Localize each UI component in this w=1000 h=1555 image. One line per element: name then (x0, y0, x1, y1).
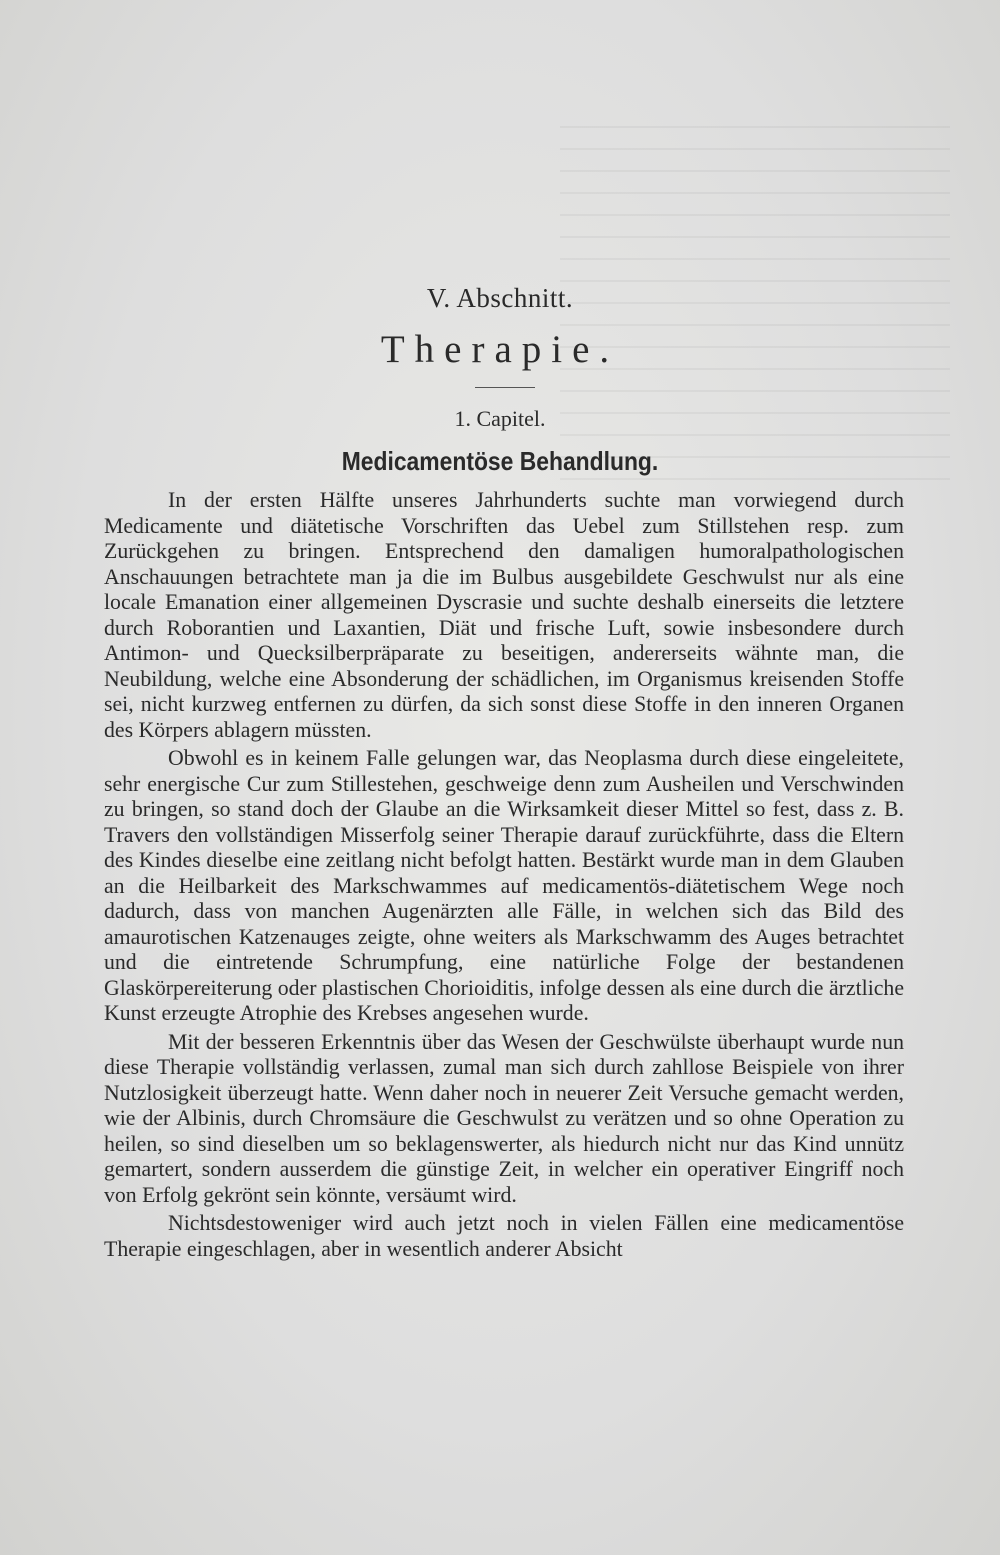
chapter-heading: 1. Capitel. (454, 406, 546, 431)
paragraph: Obwohl es in keinem Falle gelungen war, das Neoplasma durch diese eingeleitete, sehr energische Cur zum Stillestehen, geschweige denn zum Ausheilen und Verschwinden zu bringen, so stand doch der Glaube an die Wirksamkeit dieser Mittel so fest, dass z. B. Travers den vollständigen Misserfolg seiner Therapie darauf zurückführte, dass die Eltern des Kindes dieselbe eine zeitlang nicht befolgt hatten. Bestärkt wurde man in dem Glauben an die Heilbarkeit des Markschwammes auf medicamentös-diätetischem Wege noch dadurch, dass von manchen Augenärzten alle Fälle, in welchen sich das Bild des amaurotischen Katzenauges zeigte, ohne weiters als Markschwamm des Auges betrachtet und die eintretende Schrumpfung, eine natürliche Folge der bestandenen Glaskörpereiterung oder plastischen Chorioiditis, infolge dessen als eine durch die ärztliche Kunst erzeugte Atrophie des Krebses angesehen wurde. (104, 746, 904, 1025)
page-title: Therapie. (380, 328, 620, 371)
chapter-title: Medicamentöse Behandlung. (341, 446, 659, 476)
title-divider (475, 387, 535, 388)
paragraph: In der ersten Hälfte unseres Jahrhunderts suchte man vorwiegend durch Medicamente und diätetische Vorschriften das Uebel zum Stillstehen resp. zum Zurückgehen zu bringen. Entsprechend den damaligen humoralpathologischen Anschauungen betrachtete man ja die im Bulbus ausgebildete Geschwulst nur als eine locale Emanation einer allgemeinen Dyscrasie und suchte deshalb einerseits die letztere durch Roborantien und Laxantien, Diät und frische Luft, sowie insbesondere durch Antimon- und Quecksilberpräparate zu beseitigen, andererseits wähnte man, die Neubildung, welche eine Absonderung der schädlichen, im Organismus kreisenden Stoffe sei, nicht kurzweg entfernen zu dürfen, da sich sonst diese Stoffe in den inneren Organen des Körpers ablagern müssten. (104, 488, 904, 742)
paragraph: Mit der besseren Erkenntnis über das Wesen der Geschwülste überhaupt wurde nun diese Therapie vollständig verlassen, zumal man sich durch zahllose Beispiele von ihrer Nutzlosigkeit überzeugt hatte. Wenn daher noch in neuerer Zeit Versuche gemacht werden, wie der Albinis, durch Chromsäure die Geschwulst zu verätzen und so ohne Operation zu heilen, so sind dieselben um so beklagenswerter, als hiedurch nicht nur das Kind unnütz gemartert, sondern ausserdem die günstige Zeit, in welcher ein operativer Eingriff noch von Erfolg gekrönt sein könnte, versäumt wird. (104, 1029, 904, 1207)
paragraph: Nichtsdestoweniger wird auch jetzt noch in vielen Fällen eine medicamentöse Therapie eingeschlagen, aber in wesentlich anderer Absicht (104, 1211, 904, 1261)
body-text (104, 488, 904, 1262)
section-heading: V. Abschnitt. (426, 283, 574, 313)
